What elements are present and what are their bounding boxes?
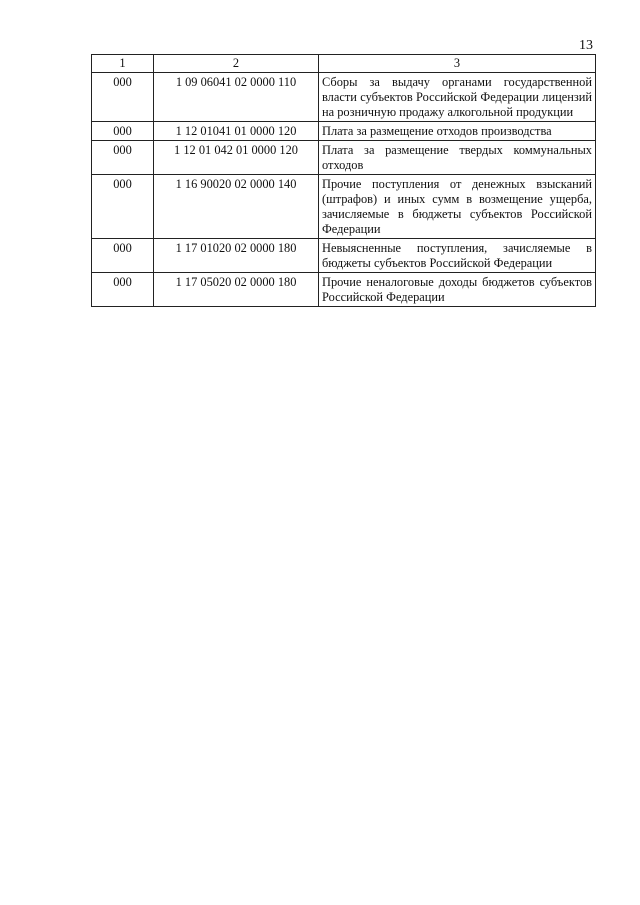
column-header-1: 1: [92, 55, 154, 73]
table-row: [92, 273, 596, 307]
revenue-codes-table: [91, 54, 596, 307]
admin-code-cell: 000: [92, 239, 154, 273]
revenue-name-cell: Сборы за выдачу органами государственной власти субъектов Российской Федерации лицензий на розничную продажу алкогольной продукции: [319, 73, 596, 122]
revenue-code-cell: 1 12 01 042 01 0000 120: [154, 141, 319, 175]
revenue-code-cell: 1 16 90020 02 0000 140: [154, 175, 319, 239]
revenue-name-cell: Невыясненные поступления, зачисляемые в бюджеты субъектов Российской Федерации: [319, 239, 596, 273]
page-number: 13: [579, 38, 593, 53]
revenue-name-cell: Плата за размещение твердых коммунальных отходов: [319, 141, 596, 175]
admin-code-cell: 000: [92, 73, 154, 122]
admin-code-cell: 000: [92, 141, 154, 175]
revenue-name-cell: Прочие неналоговые доходы бюджетов субъектов Российской Федерации: [319, 273, 596, 307]
column-header-3: 3: [319, 55, 596, 73]
revenue-code-cell: 1 12 01041 01 0000 120: [154, 122, 319, 141]
table-row: [92, 73, 596, 122]
revenue-code-cell: 1 17 01020 02 0000 180: [154, 239, 319, 273]
revenue-name-cell: Прочие поступления от денежных взысканий (штрафов) и иных сумм в возмещение ущерба, зачисляемые в бюджеты субъектов Российской Федерации: [319, 175, 596, 239]
admin-code-cell: 000: [92, 175, 154, 239]
table-header-row: [92, 55, 596, 73]
revenue-code-cell: 1 17 05020 02 0000 180: [154, 273, 319, 307]
table-row: [92, 239, 596, 273]
table-row: [92, 141, 596, 175]
admin-code-cell: 000: [92, 273, 154, 307]
admin-code-cell: 000: [92, 122, 154, 141]
column-header-2: 2: [154, 55, 319, 73]
table-row: [92, 175, 596, 239]
table-row: [92, 122, 596, 141]
revenue-code-cell: 1 09 06041 02 0000 110: [154, 73, 319, 122]
revenue-name-cell: Плата за размещение отходов производства: [319, 122, 596, 141]
